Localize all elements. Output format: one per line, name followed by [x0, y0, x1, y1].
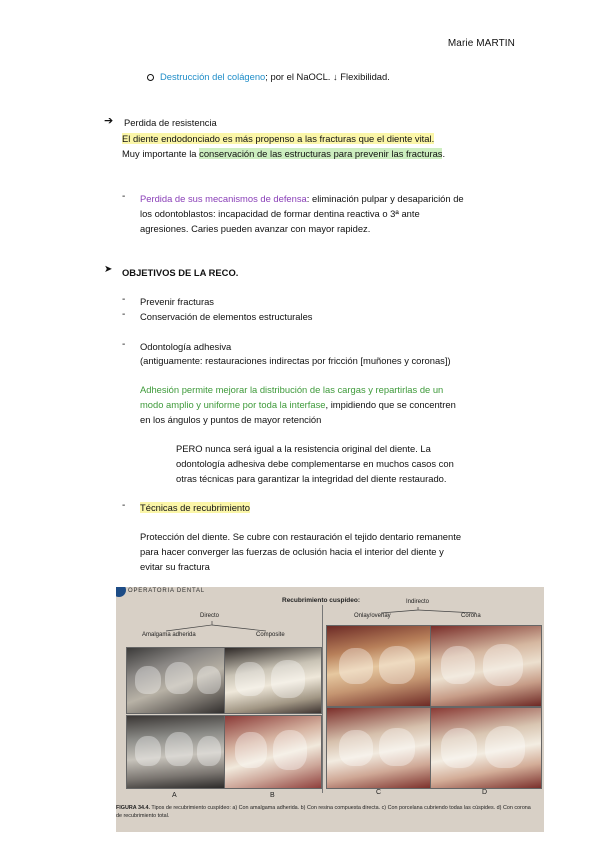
protect-line-1: Protección del diente. Se cubre con restauración el tejido dentario remanente — [140, 531, 462, 542]
dash-bullet: - — [122, 309, 126, 320]
adhesive-title: Odontología adhesiva — [140, 341, 232, 352]
label-direct: Directo — [200, 613, 220, 619]
dash-bullet: - — [122, 294, 126, 305]
protect-line-3: evitar su fractura — [140, 561, 210, 572]
defense-line-1: Perdida de sus mecanismos de defensa: eliminación pulpar y desaparición de — [140, 193, 464, 204]
objective-item-2: Conservación de elementos estructurales — [140, 311, 313, 322]
figure-letter-d: D — [482, 789, 488, 796]
figure-letter-c: C — [376, 789, 382, 796]
adhesion-line-2: modo amplio y uniforme por toda la interfase, impidiendo que se concentren — [140, 399, 456, 410]
collagen-line — [160, 69, 390, 84]
adhesion-line-3: en los ángulos y puntos de mayor retención — [140, 414, 322, 425]
figure-chapter: OPERATORIA DENTAL — [128, 588, 205, 594]
figure-letter-a: A — [172, 792, 177, 799]
objective-item-1: Prevenir fracturas — [140, 296, 214, 307]
photo-composite-after — [224, 715, 322, 789]
photo-onlay-before — [326, 625, 432, 707]
circle-bullet-icon — [147, 74, 154, 81]
resistance-title: Perdida de resistencia — [124, 117, 217, 128]
adhesion-line-1: Adhesión permite mejorar la distribución de las cargas y repartirlas de un — [140, 384, 444, 395]
protect-line-2: para hacer converger las fuerzas de oclusión hacia el interior del diente y — [140, 546, 444, 557]
pero-line-2: odontología adhesiva debe complementarse en muchos casos con — [176, 458, 454, 469]
arrow-bullet-icon: ➔ — [104, 115, 114, 127]
textbook-figure — [116, 587, 544, 832]
resistance-line-2: Muy importante la conservación de las estructuras para prevenir las fracturas. — [122, 148, 446, 159]
photo-amalgam-before — [126, 647, 226, 714]
objectives-title: OBJETIVOS DE LA RECO. — [122, 267, 239, 278]
photo-composite-before — [224, 647, 322, 714]
figure-caption: FIGURA 34.4. Tipos de recubrimiento cuspídeo: a) Con amalgama adherida. b) Con resina compuesta directa. c) Con porcelana cubriendo todas las cúspides. d) Con corona de recubrimiento total. — [116, 805, 531, 819]
label-amalgam: Amalgama adherida — [142, 632, 196, 638]
coating-title: Técnicas de recubrimiento — [140, 502, 250, 513]
pero-line-3: otras técnicas para garantizar la integridad del diente restaurado. — [176, 473, 447, 484]
photo-crown-after — [430, 707, 542, 789]
label-crown: Corona — [461, 613, 481, 619]
label-onlay: Onlay/overlay — [354, 613, 391, 619]
photo-onlay-after — [326, 707, 432, 789]
figure-title: Recubrimiento cuspídeo: — [282, 597, 361, 604]
structure-conservation-highlight: conservación de las estructuras para prevenir las fracturas — [199, 148, 443, 159]
dash-bullet: - — [122, 500, 126, 511]
collagen-rest: ; por el NaOCL. ↓ Flexibilidad. — [265, 71, 390, 82]
photo-amalgam-after — [126, 715, 226, 789]
figure-letter-b: B — [270, 792, 275, 799]
defense-line-3: agresiones. Caries pueden avanzar con mayor rapidez. — [140, 223, 371, 234]
author-name: Marie MARTIN — [447, 38, 515, 49]
adhesive-note: (antiguamente: restauraciones indirectas por fricción [muñones y coronas]) — [140, 355, 451, 366]
label-composite: Composite — [256, 632, 285, 638]
photo-crown-before — [430, 625, 542, 707]
pero-line-1: PERO nunca será igual a la resistencia original del diente. La — [176, 443, 431, 454]
dash-bullet: - — [122, 339, 126, 350]
dash-bullet: - — [122, 191, 126, 202]
defense-line-2: los odontoblastos: incapacidad de formar dentina reactiva o 3ª ante — [140, 208, 420, 219]
resistance-line-1: El diente endodonciado es más propenso a las fracturas que el diente vital. — [122, 133, 435, 144]
collagen-term: Destrucción del colágeno — [160, 71, 266, 82]
defense-term: Perdida de sus mecanismos de defensa — [140, 193, 307, 204]
arrowhead-bullet-icon: ➤ — [104, 264, 113, 275]
figure-divider — [322, 605, 323, 793]
label-indirect: Indirecto — [406, 599, 430, 605]
